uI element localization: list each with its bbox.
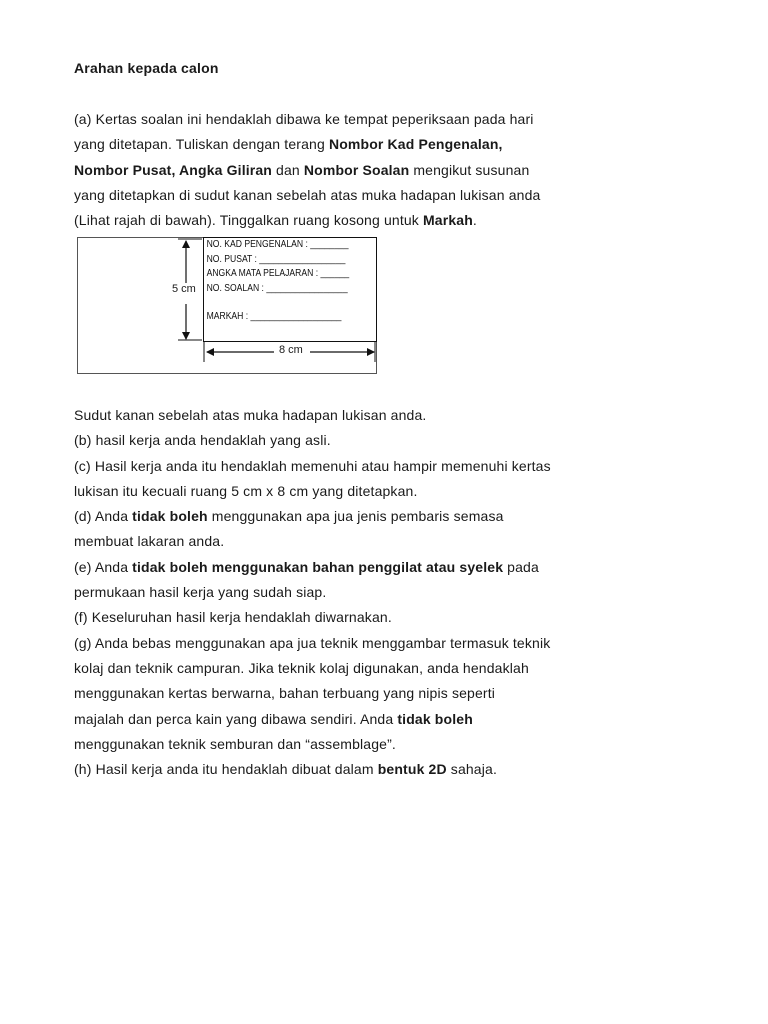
text-segment: (g) Anda bebas menggunakan apa jua teknik menggambar termasuk teknik: [74, 634, 551, 651]
text-segment: menggunakan kertas berwarna, bahan terbuang yang nipis seperti: [74, 685, 496, 702]
text-segment: pada: [503, 558, 539, 575]
instruction-paragraph-a: [74, 107, 634, 233]
form-line-question: NO. SOALAN : _________________: [206, 282, 348, 294]
paragraph-rest-line: [74, 428, 634, 453]
bold-text: Markah: [423, 212, 473, 229]
bold-text: tidak boleh menggunakan bahan penggilat atau syelek: [132, 558, 504, 575]
height-label: 5 cm: [172, 283, 196, 295]
paragraph-rest-line: [74, 529, 634, 554]
width-label: 8 cm: [279, 344, 303, 356]
bold-text: Nombor Soalan: [303, 161, 410, 178]
paragraph-a-line: [74, 208, 634, 233]
text-segment: yang ditetapkan di sudut kanan sebelah atas muka hadapan lukisan anda: [74, 186, 541, 203]
text-segment: (b) hasil kerja anda hendaklah yang asli.: [74, 432, 331, 449]
text-segment: (d) Anda: [74, 508, 133, 525]
text-segment: (h) Hasil kerja anda itu hendaklah dibuat dalam: [74, 761, 378, 778]
text-segment: (f) Keseluruhan hasil kerja hendaklah diwarnakan.: [74, 609, 392, 626]
text-segment: dan: [272, 161, 304, 178]
answer-box-diagram: [77, 237, 377, 374]
form-line-centre: NO. PUSAT : __________________: [206, 253, 346, 265]
bold-text: bentuk 2D: [377, 761, 447, 778]
text-segment: lukisan itu kecuali ruang 5 cm x 8 cm yang ditetapkan.: [74, 482, 418, 499]
text-segment: Sudut kanan sebelah atas muka hadapan lukisan anda.: [74, 407, 427, 423]
paragraph-rest-line: [74, 580, 634, 605]
instruction-paragraph-rest: [74, 403, 634, 782]
text-segment: menggunakan apa jua jenis pembaris semasa: [207, 508, 504, 525]
text-segment: yang ditetapan. Tuliskan dengan terang: [74, 136, 329, 153]
text-segment: (c) Hasil kerja anda itu hendaklah memenuhi atau hampir memenuhi kertas: [74, 457, 551, 474]
paragraph-rest-line: [74, 403, 634, 428]
paragraph-rest-line: [74, 707, 634, 732]
paragraph-rest-line: [74, 555, 634, 580]
text-segment: permukaan hasil kerja yang sudah siap.: [74, 584, 327, 601]
paragraph-rest-line: [74, 454, 634, 479]
text-segment: majalah dan perca kain yang dibawa sendiri. Anda: [74, 710, 398, 727]
text-segment: kolaj dan teknik campuran. Jika teknik kolaj digunakan, anda hendaklah: [74, 659, 529, 676]
paragraph-rest-line: [74, 732, 634, 757]
text-segment: menggunakan teknik semburan dan “assemblage”.: [74, 735, 396, 752]
paragraph-a-line: [74, 107, 634, 132]
paragraph-rest-line: [74, 504, 634, 529]
text-segment: (Lihat rajah di bawah). Tinggalkan ruang kosong untuk: [74, 212, 423, 229]
text-segment: (a) Kertas soalan ini hendaklah dibawa ke tempat peperiksaan pada hari: [74, 111, 534, 127]
paragraph-rest-line: [74, 681, 634, 706]
bold-text: tidak boleh: [397, 710, 473, 727]
form-line-ic: NO. KAD PENGENALAN : ________: [206, 239, 349, 250]
bold-text: Nombor Kad Pengenalan,: [328, 136, 503, 153]
text-segment: .: [472, 212, 477, 229]
paragraph-a-line: [74, 158, 634, 183]
paragraph-rest-line: [74, 656, 634, 681]
paragraph-rest-line: [74, 479, 634, 504]
page-title: Arahan kepada calon: [74, 60, 219, 76]
paragraph-a-line: [74, 132, 634, 157]
text-segment: (e) Anda: [74, 558, 133, 575]
bold-text: tidak boleh: [132, 508, 208, 525]
text-segment: sahaja.: [446, 761, 497, 778]
form-line-markah: MARKAH : ___________________: [206, 311, 342, 323]
paragraph-rest-line: [74, 757, 634, 782]
paragraph-rest-line: [74, 605, 634, 630]
candidate-info-box: [203, 237, 377, 342]
form-line-subject: ANGKA MATA PELAJARAN : ______: [206, 268, 350, 280]
form-spacer: [204, 296, 376, 310]
paragraph-rest-line: [74, 631, 634, 656]
text-segment: mengikut susunan: [409, 161, 530, 178]
bold-text: Nombor Pusat, Angka Giliran: [74, 161, 273, 178]
paragraph-a-line: [74, 183, 634, 208]
text-segment: membuat lakaran anda.: [74, 533, 225, 550]
